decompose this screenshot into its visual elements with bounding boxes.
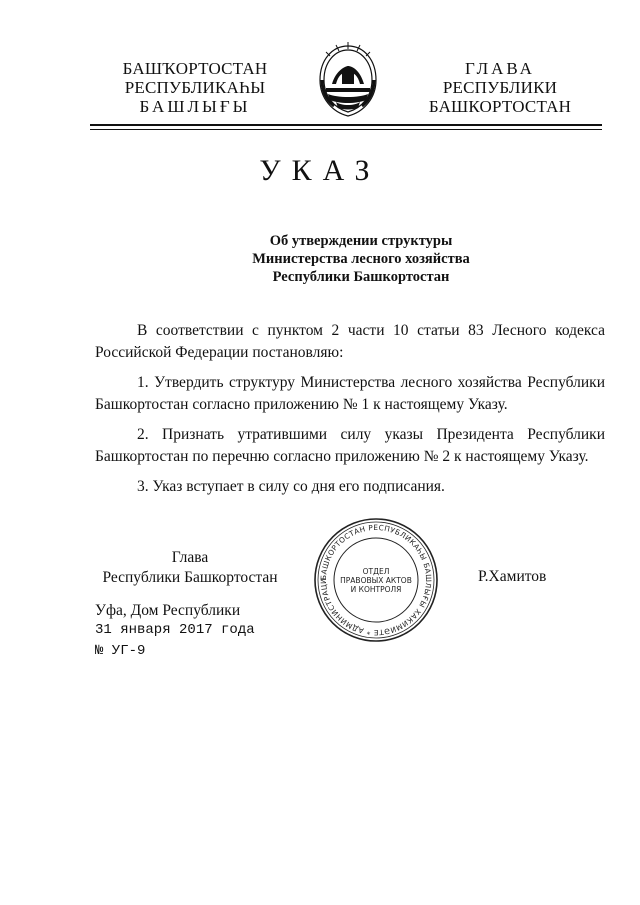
official-stamp [312, 516, 440, 644]
header-left-line-3: БАШЛЫҒЫ [139, 97, 251, 116]
document-body [95, 320, 605, 506]
signing-place: Уфа, Дом Республики [95, 602, 241, 619]
coat-of-arms-emblem [312, 40, 384, 122]
signature-position [95, 548, 285, 588]
document-subject [150, 232, 572, 286]
stamp-center-line-2: ПРАВОВЫХ АКТОВ [340, 576, 412, 585]
stamp-center-line-3: И КОНТРОЛЯ [350, 585, 402, 594]
signatory-name: Р.Хамитов [478, 568, 547, 585]
paragraph-item-1: 1. Утвердить структуру Министерства лесного хозяйства Республики Башкортостан согласно приложению № 1 к настоящему Указу. [95, 374, 605, 413]
signature-position-line-1: Глава [171, 549, 209, 566]
document-title: УКАЗ [259, 154, 381, 187]
header-right [410, 59, 590, 116]
header-right-line-2: РЕСПУБЛИКИ [442, 78, 558, 97]
decree-number: № УГ-9 [95, 643, 146, 659]
paragraph-item-2: 2. Признать утратившими силу указы Президента Республики Башкортостан по перечню согласно приложению № 2 к настоящему Указу. [95, 426, 605, 465]
subject-line-3: Республики Башкортостан [272, 269, 450, 285]
paragraph-preamble: В соответствии с пунктом 2 части 10 статьи 83 Лесного кодекса Российской Федерации постановляю: [95, 322, 605, 361]
signature-position-line-2: Республики Башкортостан [102, 569, 278, 586]
stamp-ring-text: БАШКОРТОСТАН РЕСПУБЛИКАҺЫ БАШЛЫҒЫ ХАКИМИӘТЕ * АДМИНИСТРАЦИ [318, 522, 434, 638]
header-rule-thick [90, 124, 602, 126]
subject-line-2: Министерства лесного хозяйства [252, 251, 470, 267]
header-left [100, 59, 290, 116]
stamp-center-line-1: ОТДЕЛ [362, 567, 390, 576]
paragraph-item-3: 3. Указ вступает в силу со дня его подписания. [137, 478, 445, 495]
emblem-icon [312, 40, 384, 122]
header-right-line-3: БАШКОРТОСТАН [428, 97, 572, 116]
header-right-line-1: ГЛАВА [465, 59, 535, 78]
subject-line-1: Об утверждении структуры [269, 233, 453, 249]
header-left-line-2: РЕСПУБЛИКАҺЫ [124, 78, 266, 97]
header-rule-thin [90, 129, 602, 130]
header-left-line-1: БАШҠОРТОСТАН [122, 59, 268, 78]
stamp-seal-icon [312, 516, 440, 644]
signing-date: 31 января 2017 года [95, 622, 255, 638]
